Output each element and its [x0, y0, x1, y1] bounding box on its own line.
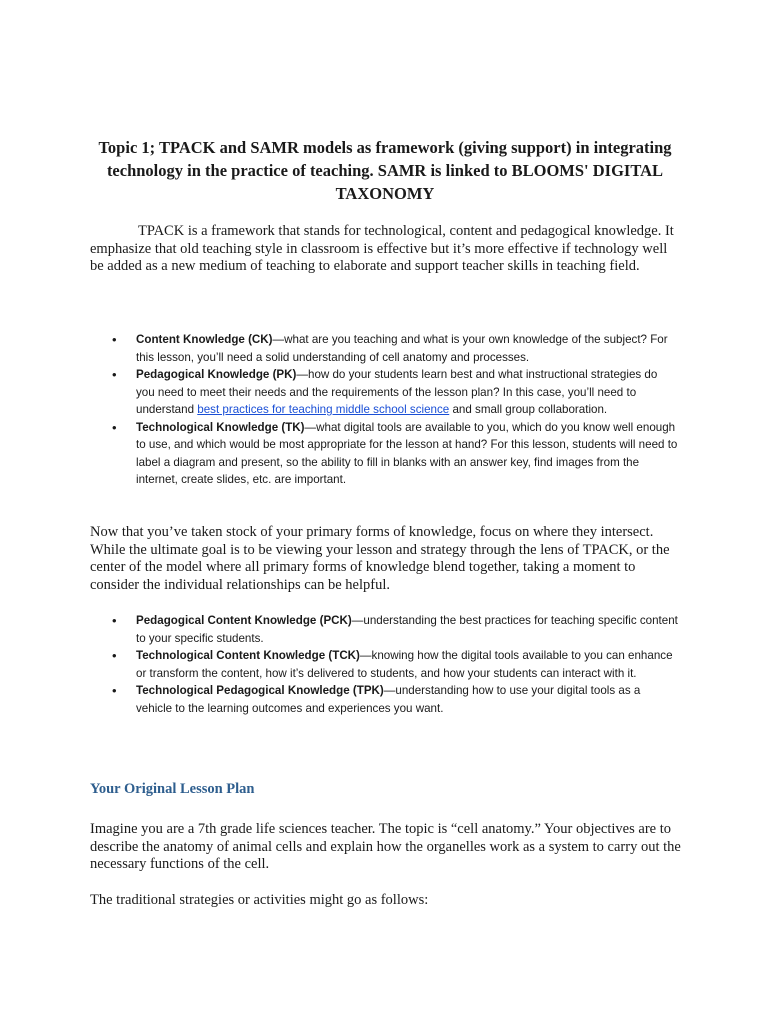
term-ck: Content Knowledge (CK)	[136, 333, 273, 346]
intersection-list	[90, 612, 678, 717]
desc-pk: —how do your students learn best and what instructional strategies do you need to meet their needs and the requirements of the lesson plan? In this case, you’ll need to understand	[136, 368, 658, 416]
desc-tk: —what digital tools are available to you, which do you know well enough to use, and which would be most appropriate for the lesson at hand? For this lesson, students will need to label a diagram and present, so the ability to fill in blanks with an answer key, find images from the internet, create slides, etc. are important.	[136, 420, 678, 486]
strategies-paragraph: The traditional strategies or activities might go as follows:	[90, 892, 429, 908]
desc-pk-after: and small group collaboration.	[449, 403, 608, 416]
desc-pck: —understanding the best practices for teaching specific content to your specific students.	[136, 614, 678, 645]
list-item-pck	[90, 612, 678, 647]
desc-tpk: —understanding how to use your digital tools as a vehicle to the learning outcomes and experiences you want.	[136, 684, 641, 715]
best-practices-link[interactable]: best practices for teaching middle school science	[197, 403, 450, 416]
list-item-tck	[90, 647, 678, 682]
section-heading: Your Original Lesson Plan	[90, 781, 255, 797]
intro-text: TPACK is a framework that stands for technological, content and pedagogical knowledge. It emphasize that old teaching style in classroom is effective but it’s more effective if technology well be added as a new medium of teaching to elaborate and support teacher skills in teaching field.	[90, 223, 674, 274]
intro-paragraph	[90, 223, 682, 276]
list-item-pk	[90, 366, 678, 419]
list-item-tpk	[90, 682, 678, 717]
list-item-ck	[90, 331, 678, 366]
intersect-paragraph: Now that you’ve taken stock of your primary forms of knowledge, focus on where they intersect. While the ultimate goal is to be viewing your lesson and strategy through the lens of TPACK, or the center of the model where all primary forms of knowledge blend together, taking a moment to consider the individual relationships can be helpful.	[90, 524, 670, 593]
desc-tck: —knowing how the digital tools available to you can enhance or transform the content, how it’s delivered to students, and how your students can interact with it.	[136, 649, 673, 680]
term-pck: Pedagogical Content Knowledge (PCK)	[136, 614, 352, 627]
term-tpk: Technological Pedagogical Knowledge (TPK)	[136, 684, 384, 697]
knowledge-list	[90, 331, 678, 489]
term-tk: Technological Knowledge (TK)	[136, 420, 305, 434]
lesson-paragraph: Imagine you are a 7th grade life sciences teacher. The topic is “cell anatomy.” Your objectives are to describe the anatomy of animal cells and explain how the organelles work as a system to carry out the necessary functions of the cell.	[90, 821, 681, 872]
term-tck: Technological Content Knowledge (TCK)	[136, 649, 360, 662]
list-item-tk	[90, 419, 678, 489]
term-pk: Pedagogical Knowledge (PK)	[136, 368, 297, 381]
desc-ck: —what are you teaching and what is your own knowledge of the subject? For this lesson, you’ll need a solid understanding of cell anatomy and processes.	[136, 333, 668, 364]
document-title: Topic 1; TPACK and SAMR models as framework (giving support) in integrating technology in the practice of teaching. SAMR is linked to BLOOMS' DIGITAL TAXONOMY	[98, 138, 672, 203]
